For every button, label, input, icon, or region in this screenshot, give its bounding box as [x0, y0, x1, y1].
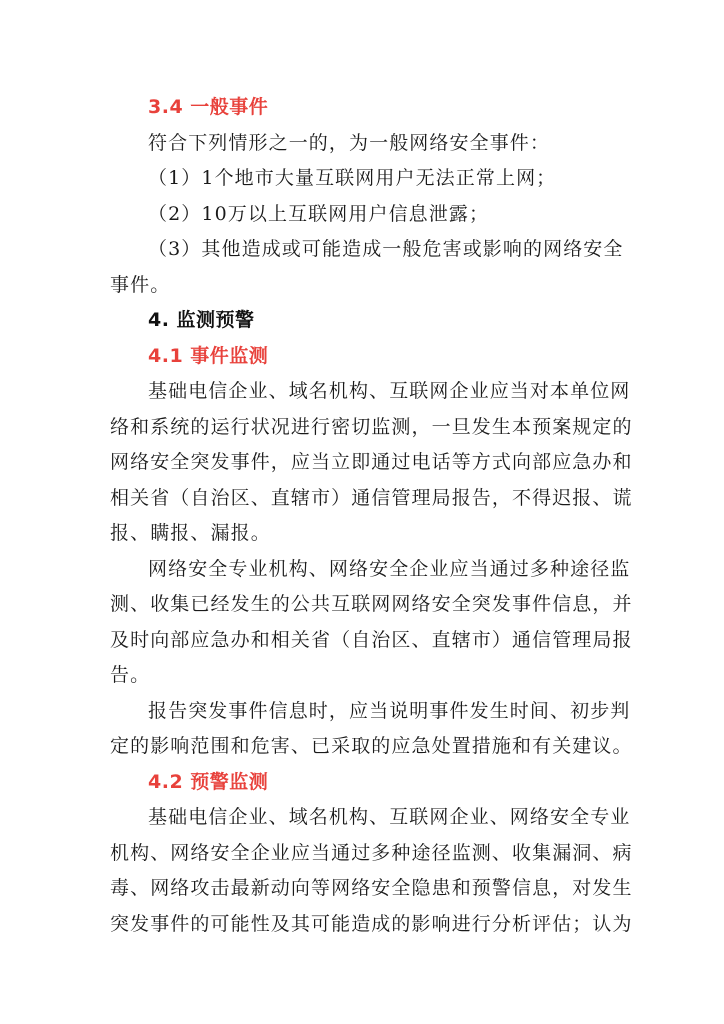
paragraph-line: 基础电信企业、域名机构、互联网企业应当对本单位网 — [148, 380, 631, 402]
section-heading-4: 4. 监测预警 — [148, 309, 255, 331]
paragraph-line: 事件。 — [110, 273, 171, 296]
paragraph-line: 基础电信企业、域名机构、互联网企业、网络安全专业 — [148, 806, 631, 828]
paragraph-line: 符合下列情形之一的，为一般网络安全事件： — [148, 131, 551, 154]
paragraph-line: 网络安全突发事件，应当立即通过电话等方式向部应急办和 — [110, 451, 633, 473]
paragraph-line: 毒、网络攻击最新动向等网络安全隐患和预警信息，对发生 — [110, 877, 633, 899]
paragraph-line: 定的影响范围和危害、已采取的应急处置措施和有关建议。 — [110, 735, 633, 757]
paragraph-line: 突发事件的可能性及其可能造成的影响进行分析评估；认为 — [110, 912, 633, 935]
paragraph-line: （2）10万以上互联网用户信息泄露； — [148, 202, 490, 225]
section-heading-4-2: 4.2 预警监测 — [148, 770, 269, 793]
paragraph-line: （3）其他造成或可能造成一般危害或影响的网络安全 — [148, 238, 624, 260]
paragraph-line: 告。 — [110, 664, 151, 686]
paragraph-line: （1）1个地市大量互联网用户无法正常上网； — [148, 167, 557, 189]
paragraph-line: 测、收集已经发生的公共互联网网络安全突发事件信息，并 — [110, 593, 633, 615]
section-heading-4-1: 4.1 事件监测 — [148, 344, 269, 367]
paragraph-line: 报、瞒报、漏报。 — [110, 522, 271, 544]
paragraph-line: 机构、网络安全企业应当通过多种途径监测、收集漏洞、病 — [110, 841, 633, 864]
document-page — [110, 90, 633, 942]
paragraph-line: 及时向部应急办和相关省（自治区、直辖市）通信管理局报 — [110, 628, 633, 651]
paragraph-line: 络和系统的运行状况进行密切监测，一旦发生本预案规定的 — [110, 415, 633, 438]
section-heading-3-4: 3.4 一般事件 — [148, 96, 269, 118]
paragraph-line: 相关省（自治区、直辖市）通信管理局报告，不得迟报、谎 — [110, 486, 633, 509]
paragraph-line: 报告突发事件信息时，应当说明事件发生时间、初步判 — [148, 699, 631, 722]
paragraph-line: 网络安全专业机构、网络安全企业应当通过多种途径监 — [148, 557, 631, 580]
